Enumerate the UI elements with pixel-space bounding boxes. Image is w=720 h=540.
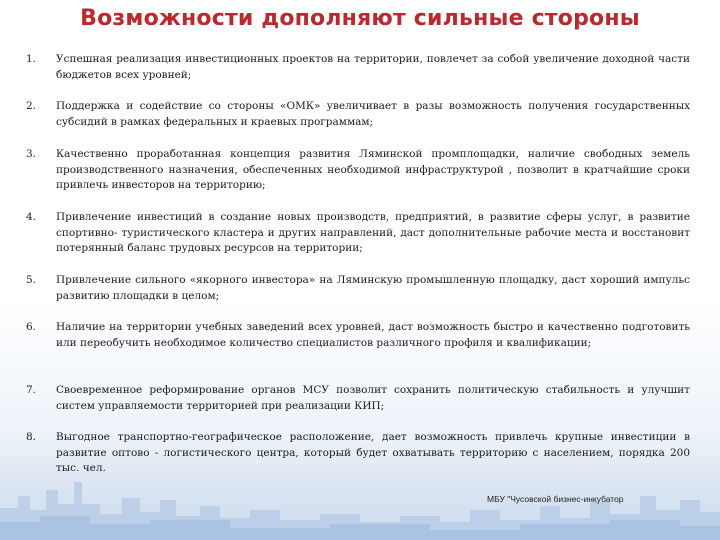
item-number: 6. — [26, 321, 37, 333]
item-text: Поддержка и содействие со стороны «ОМК» увеличивает в разы возможность получения государственных субсидий в рамках федеральных и краевых программам; — [56, 100, 690, 128]
item-text: Привлечение инвестиций в создание новых производств, предприятий, в развитие сферы услуг, в развитие спортивно- туристического кластера и других направлений, даст дополнительные рабочие места и восстановит потерянный баланс трудовых ресурсов на территории; — [56, 211, 690, 254]
item-text: Наличие на территории учебных заведений всех уровней, даст возможность быстро и качественно подготовить или переобучить необходимое количество специалистов различного профиля и квалификации; — [56, 321, 690, 349]
list-item — [26, 273, 690, 304]
item-text: Успешная реализация инвестиционных проектов на территории, повлечет за собой увеличение доходной части бюджетов всех уровней; — [56, 53, 690, 81]
list-item — [26, 147, 690, 194]
item-number: 5. — [26, 274, 37, 286]
item-text: Выгодное транспортно-географическое расположение, дает возможность привлечь крупные инвестиции в развитие оптово - логистического центра, который будет охватывать территорию с населением, порядка 200 тыс. чел. — [56, 431, 690, 474]
list-item — [26, 320, 690, 351]
list-item — [26, 430, 690, 477]
item-number: 1. — [26, 53, 37, 65]
list-item — [26, 99, 690, 130]
list-item — [26, 52, 690, 83]
item-number: 3. — [26, 148, 37, 160]
item-number: 2. — [26, 100, 37, 112]
footer-organization: МБУ "Чусовской бизнес-инкубатор — [487, 494, 624, 504]
item-text: Качественно проработанная концепция развития Ляминской промплощадки, наличие свободных земель производственного назначения, обеспеченных необходимой инфраструктурой , позволит в кратчайшие сроки привлечь инвесторов на территорию; — [56, 148, 690, 191]
item-number: 8. — [26, 431, 37, 443]
slide-title: Возможности дополняют сильные стороны — [80, 6, 640, 31]
list-item — [26, 210, 690, 257]
item-number: 7. — [26, 384, 37, 396]
item-number: 4. — [26, 211, 37, 223]
item-text: Своевременное реформирование органов МСУ позволит сохранить политическую стабильность и улучшит систем управляемости территорией при реализации КИП; — [56, 384, 690, 412]
item-text: Привлечение сильного «якорного инвестора» на Ляминскую промышленную площадку, даст хороший импульс развитию площадки в целом; — [56, 274, 690, 302]
list-item — [26, 383, 690, 414]
